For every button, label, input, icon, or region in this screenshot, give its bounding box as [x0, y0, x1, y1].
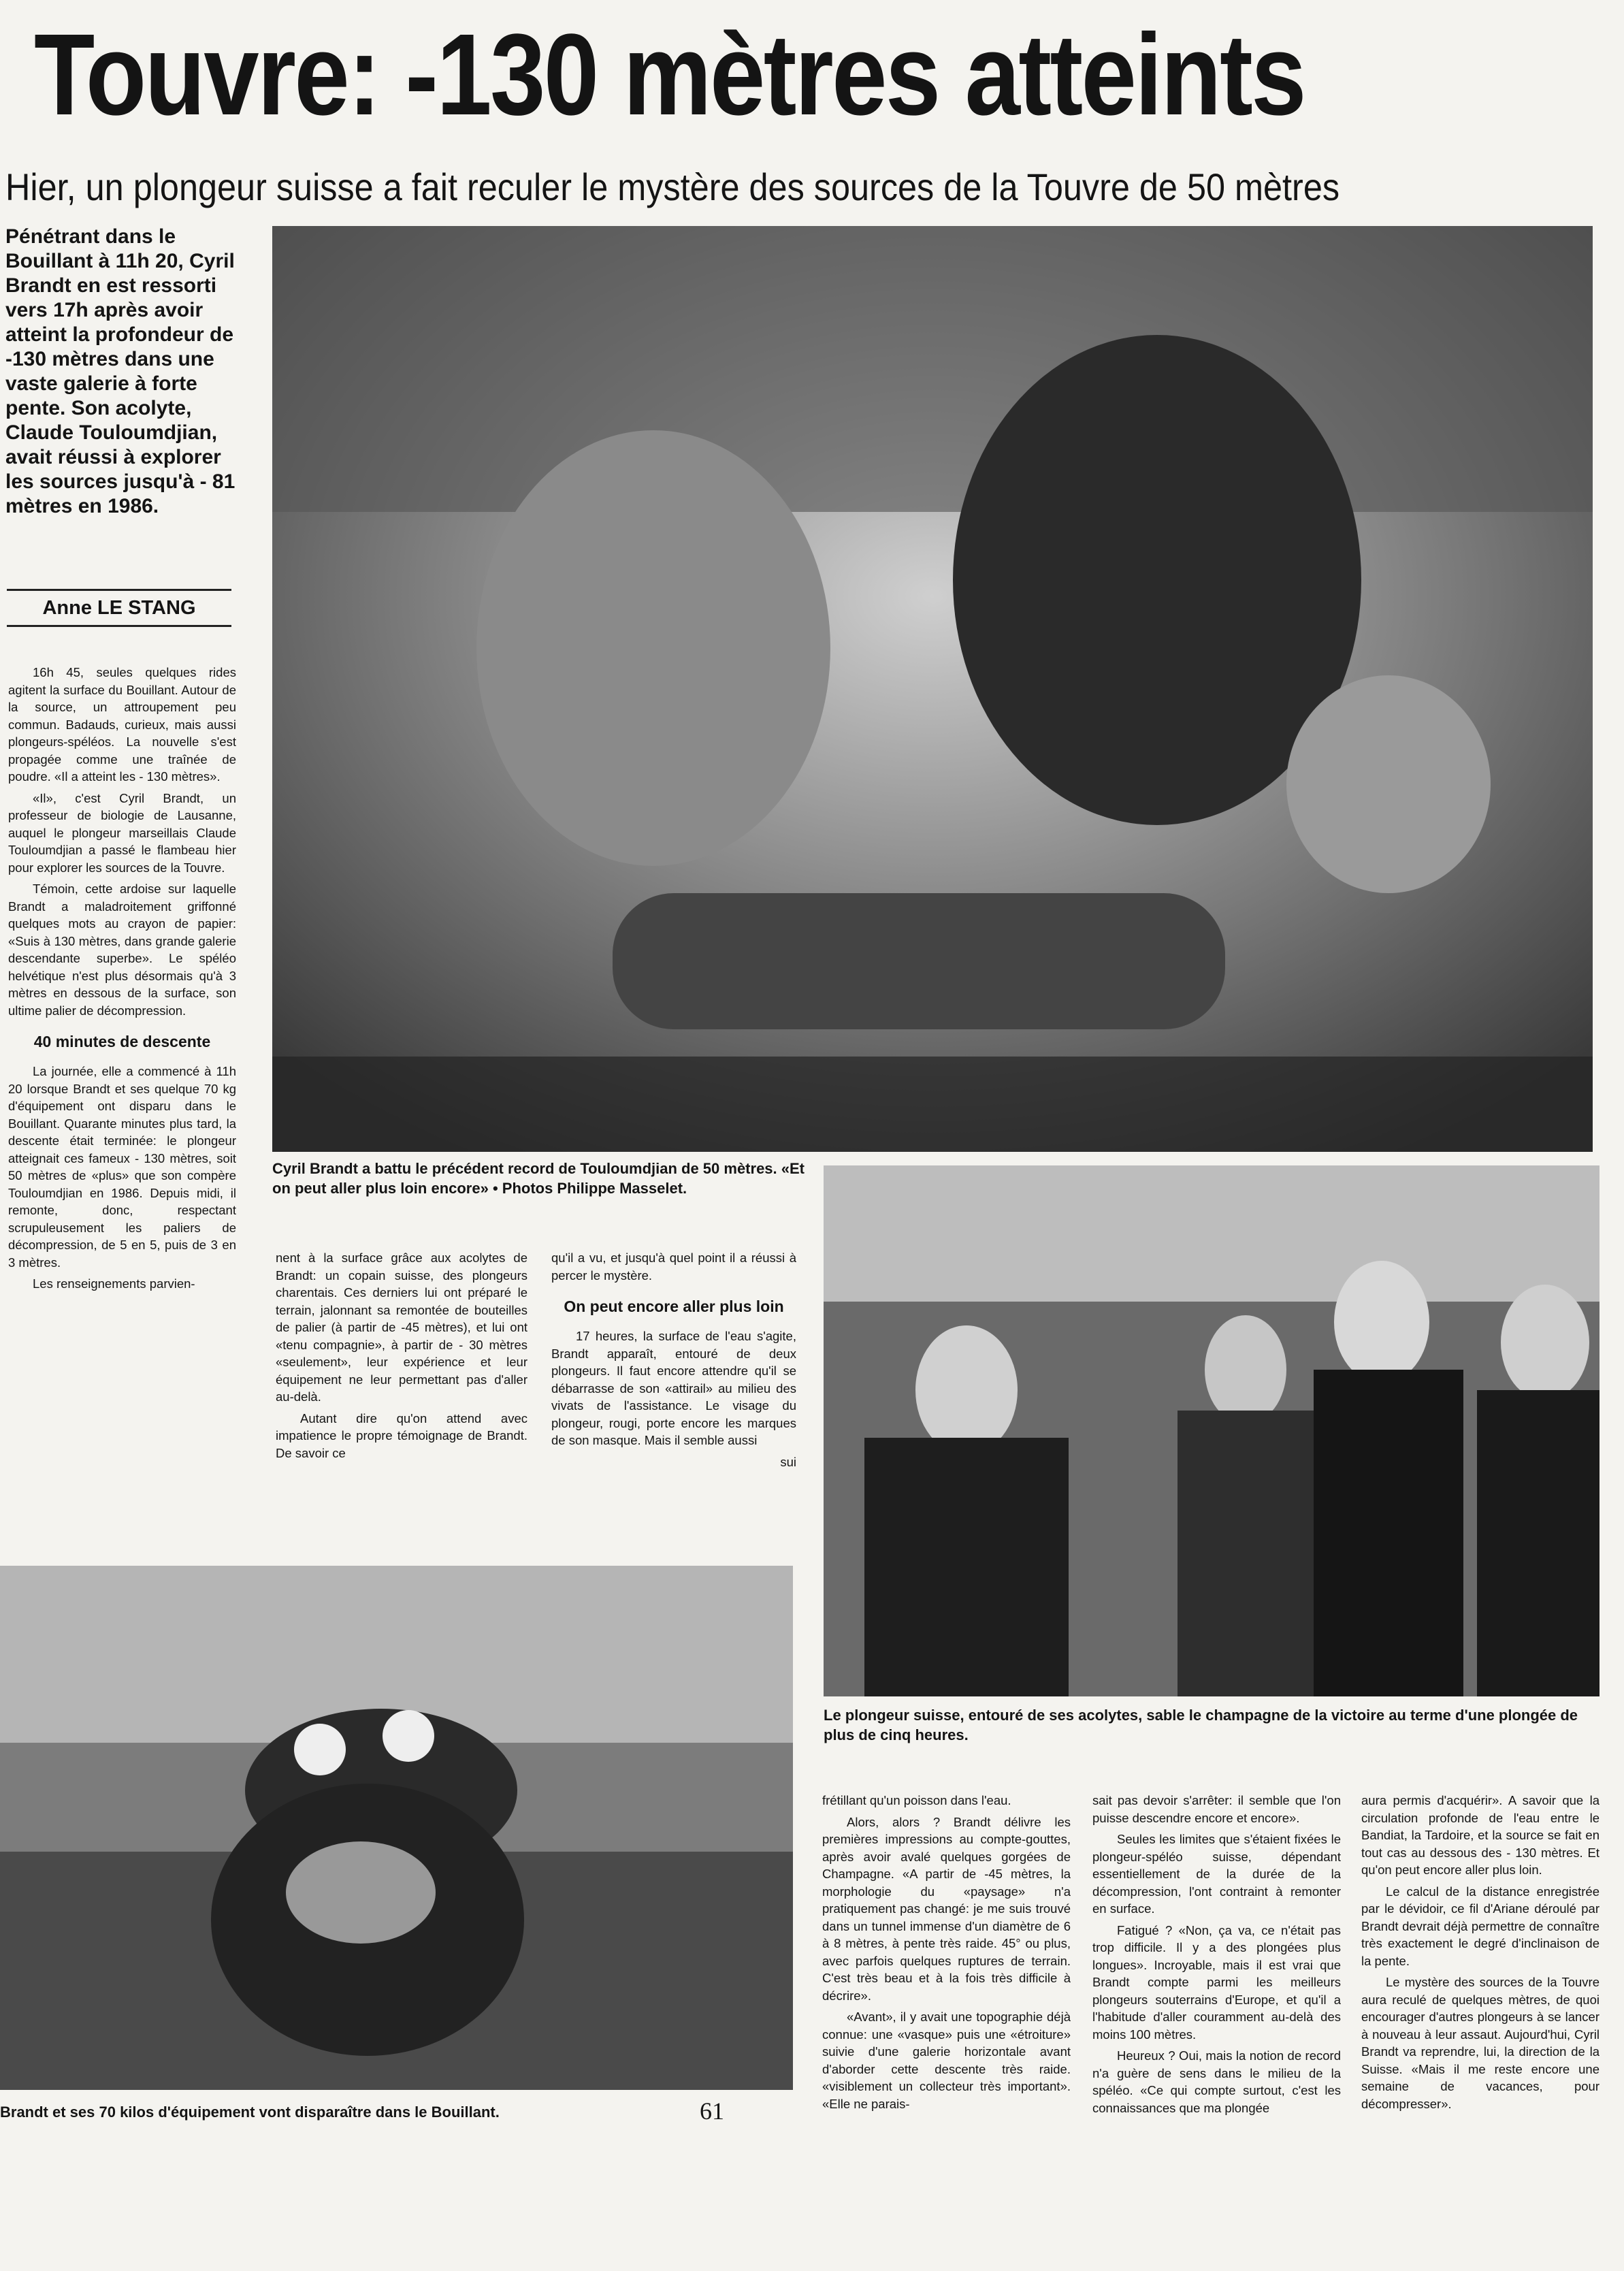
paragraph: Le mystère des sources de la Touvre aura reculé de quelques mètres, de quoi encourager d'autres plongeurs à se lancer à nouveau à leur assaut. Aujourd'hui, Cyril Brandt va reprendre, lui, la direction de la Suisse. «Mais il me reste encore une semaine de vacances, pour décompresser». [1361, 1975, 1599, 2111]
paragraph: 16h 45, seules quelques rides agitent la surface du Bouillant. Autour de la source, un attroupement peu commun. Badauds, curieux, mais aussi plongeurs-spéléos. La nouvelle s'est propagée comme une traînée de poudre. «Il a atteint les - 130 mètres». [8, 665, 236, 784]
article-column-5 [1092, 1792, 1341, 2227]
page-number: 61 [700, 2097, 724, 2125]
headline: Touvre: -130 mètres atteints [34, 12, 1305, 138]
section-subtitle: On peut encore aller plus loin [564, 1298, 784, 1315]
paragraph: 17 heures, la surface de l'eau s'agite, Brandt apparaît, entouré de deux plongeurs. Il faut encore attendre qu'il se débarrasse de son «attirail» au milieu des vivats de l'assistance. Le visage du plongeur, rougi, porte encore les marques de son masque. Mais il semble aussi [551, 1329, 796, 1447]
paragraph: Témoin, cette ardoise sur laquelle Brandt a maladroitement griffonné quelques mots au crayon de papier: «Suis à 130 mètres, dans grande galerie descendante superbe». Le spéléo helvétique n'est plus désormais qu'à 3 mètres en dessous de la surface, son ultime palier de décompression. [8, 882, 236, 1018]
paragraph: Fatigué ? «Non, ça va, ce n'était pas trop difficile. Il y a des plongées plus longues». Incroyable, mais il est vrai que Brandt compte parmi les meilleurs plongeurs souterrains d'Europe, et qu'il a l'habitude d'aller couramment au-delà des moins 100 mètres. [1092, 1922, 1341, 2042]
paragraph: Les renseignements parvien- [33, 1276, 195, 1291]
article-column-6 [1361, 1792, 1599, 2227]
caption-champagne-photo: Le plongeur suisse, entouré de ses acolytes, sable le champagne de la victoire au terme d'une plongée de plus de cinq heures. [824, 1707, 1578, 1743]
photo-diver-in-water [0, 1566, 793, 2090]
photo-divers-handshake [272, 226, 1593, 1152]
jump-line: sui [780, 1454, 796, 1469]
lead-paragraph: Pénétrant dans le Bouillant à 11h 20, Cyril Brandt en est ressorti vers 17h après avoir atteint la profondeur de -130 mètres dans une vaste galerie à forte pente. Son acolyte, Claude Touloumdjian, avait réussi à explorer les sources jusqu'à - 81 mètres en 1986. [5, 225, 236, 517]
article-column-3 [551, 1249, 796, 1542]
paragraph: Autant dire qu'on attend avec impatience le propre témoignage de Brandt. De savoir ce [276, 1411, 527, 1460]
subheadline: Hier, un plongeur suisse a fait reculer le mystère des sources de la Touvre de 50 mètres [5, 165, 1340, 208]
paragraph: La journée, elle a commencé à 11h 20 lorsque Brandt et ses quelque 70 kg d'équipement ont disparu dans le Bouillant. Quarante minutes plus tard, la descente était terminée: le plongeur atteignait ces fameux - 130 mètres, soit 50 mètres de «plus» que son compère Touloumdjian en 1986. Depuis midi, il remonte, donc, respectant scrupuleusement les paliers de décompression, de 5 en 5, puis de 3 en 3 mètres. [8, 1064, 236, 1270]
paragraph: «Avant», il y avait une topographie déjà connue: une «vasque» puis une «étroiture» suivie d'une galerie horizontale avant d'aborder cette descente très raide. «visiblement un collecteur très important». «Elle ne parais- [822, 2010, 1071, 2111]
photo-champagne-group [824, 1165, 1599, 1696]
paragraph: frétillant qu'un poisson dans l'eau. [822, 1793, 1011, 1807]
paragraph: aura permis d'acquérir». A savoir que la circulation profonde de l'eau entre le Bandiat, la Tardoire, et la source se fait en tout cas au dessous des - 130 mètres. Et qu'on peut encore aller plus loin. [1361, 1793, 1599, 1877]
section-subtitle: 40 minutes de descente [33, 1033, 211, 1050]
paragraph: qu'il a vu, et jusqu'à quel point il a réussi à percer le mystère. [551, 1251, 796, 1283]
paragraph: nent à la surface grâce aux acolytes de Brandt: un copain suisse, des plongeurs charentais. Ces derniers lui ont préparé le terrain, jalonnant sa remontée de bouteilles de palier (à partir de -45 mètres), et lui ont «tenu compagnie», à partir de - 30 mètres «seulement», leur expérience et leur équipement ne leur permettant pas d'aller au-delà. [276, 1251, 527, 1404]
paragraph: Alors, alors ? Brandt délivre les premières impressions au compte-gouttes, après avoir avalé quelques gorgées de Champagne. «A partir de -45 mètres, la morphologie du «paysage» n'a pratiquement pas changé: je me suis trouvé dans un tunnel immense d'un diamètre de 6 à 8 mètres, à pente très raide. 45° ou plus, avec parfois quelques ruptures de terrain. C'est très beau et à la fois très difficile à décrire». [822, 1814, 1071, 2003]
caption-diver-photo: Brandt et ses 70 kilos d'équipement vont disparaître dans le Bouillant. [0, 2104, 500, 2121]
paragraph: sait pas devoir s'arrêter: il semble que l'on puisse descendre encore et encore». [1092, 1793, 1341, 1825]
caption-main-photo: Cyril Brandt a battu le précédent record de Touloumdjian de 50 mètres. «Et on peut aller plus loin encore» • Photos Philippe Masselet. [272, 1160, 805, 1197]
paragraph: «Il», c'est Cyril Brandt, un professeur de biologie de Lausanne, auquel le plongeur marseillais Claude Touloumdjian a passé le flambeau hier pour explorer les sources de la Touvre. [8, 790, 236, 875]
paragraph: Seules les limites que s'étaient fixées le plongeur-spéléo suisse, dépendant essentiellement de la durée de la décompression, l'ont contraint à remonter en surface. [1092, 1832, 1341, 1916]
article-column-2 [276, 1249, 527, 1542]
byline: Anne LE STANG [7, 589, 231, 627]
paragraph: Heureux ? Oui, mais la notion de record n'a guère de sens dans le milieu de la spéléo. «Ce qui compte surtout, c'est les connaissances que ma plongée [1092, 2048, 1341, 2115]
paragraph: Le calcul de la distance enregistrée par le dévidoir, ce fil d'Ariane déroulé par Brandt devrait déjà permettre de connaître très exactement le degré d'inclinaison de la pente. [1361, 1884, 1599, 1968]
article-column-4 [822, 1792, 1071, 2227]
article-column-1 [8, 664, 236, 1549]
